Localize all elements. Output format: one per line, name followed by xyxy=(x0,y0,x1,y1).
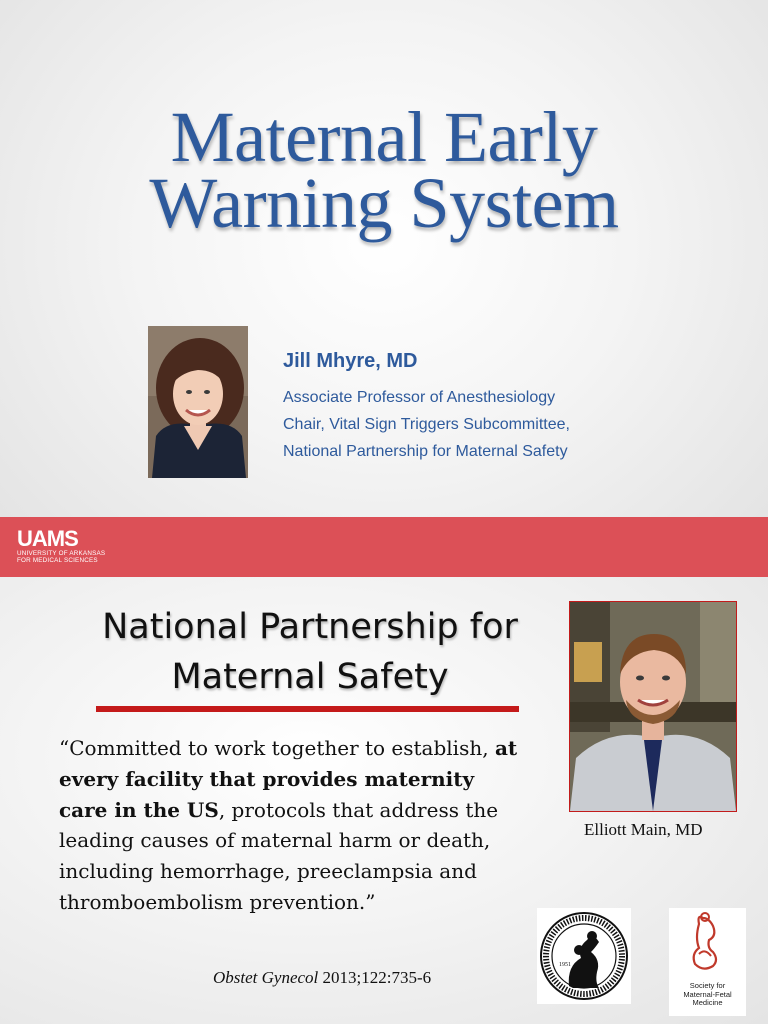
uams-subtitle-2: FOR MEDICAL SCIENCES xyxy=(17,557,98,564)
speaker-title-2: Chair, Vital Sign Triggers Subcommittee, xyxy=(283,416,570,433)
partnership-quote xyxy=(59,733,529,918)
speaker-photo xyxy=(148,326,248,478)
title-line-1: Maternal Early xyxy=(170,97,598,177)
smfm-line-1: Society for xyxy=(689,981,726,990)
quote-emphasis: at every facility that provides maternity care in the US xyxy=(59,736,518,822)
uams-wordmark: UAMS xyxy=(17,526,78,551)
partnership-heading-line-2: Maternal Safety xyxy=(171,657,449,697)
citation-reference: 2013;122:735-6 xyxy=(318,968,432,987)
uams-subtitle-1: UNIVERSITY OF ARKANSAS xyxy=(17,550,106,557)
heading-underline xyxy=(96,706,519,712)
elliott-photo xyxy=(569,601,737,812)
quote-text-2: , protocols that address the leading causes of maternal harm or death, including hemorrhage, preeclampsia and thromboembolism prevention.” xyxy=(59,797,499,914)
speaker-title-3: National Partnership for Maternal Safety xyxy=(283,443,568,460)
speaker-name: Jill Mhyre, MD xyxy=(283,350,418,372)
partnership-heading-line-1: National Partnership for xyxy=(102,607,518,647)
title-line-2: Warning System xyxy=(149,163,619,243)
speaker-title-1: Associate Professor of Anesthesiology xyxy=(283,389,556,406)
smfm-mother-icon xyxy=(669,908,746,980)
uams-footer-bar xyxy=(0,517,768,577)
smfm-line-3: Medicine xyxy=(692,998,723,1007)
partnership-heading xyxy=(52,602,568,702)
uams-logo xyxy=(17,528,105,564)
citation-journal: Obstet Gynecol xyxy=(213,968,319,987)
slide-title-heading xyxy=(0,97,768,243)
elliott-caption: Elliott Main, MD xyxy=(584,820,703,839)
smfm-line-2: Maternal-Fetal xyxy=(683,989,732,999)
smfm-logo xyxy=(669,908,746,1016)
acog-seal-logo xyxy=(537,908,631,1004)
quote-text-1: “Committed to work together to establish, xyxy=(59,736,495,760)
smfm-text xyxy=(669,982,746,1008)
citation xyxy=(213,968,431,988)
speaker-info xyxy=(283,348,570,465)
acog-seal-year: 1951 xyxy=(559,962,571,968)
